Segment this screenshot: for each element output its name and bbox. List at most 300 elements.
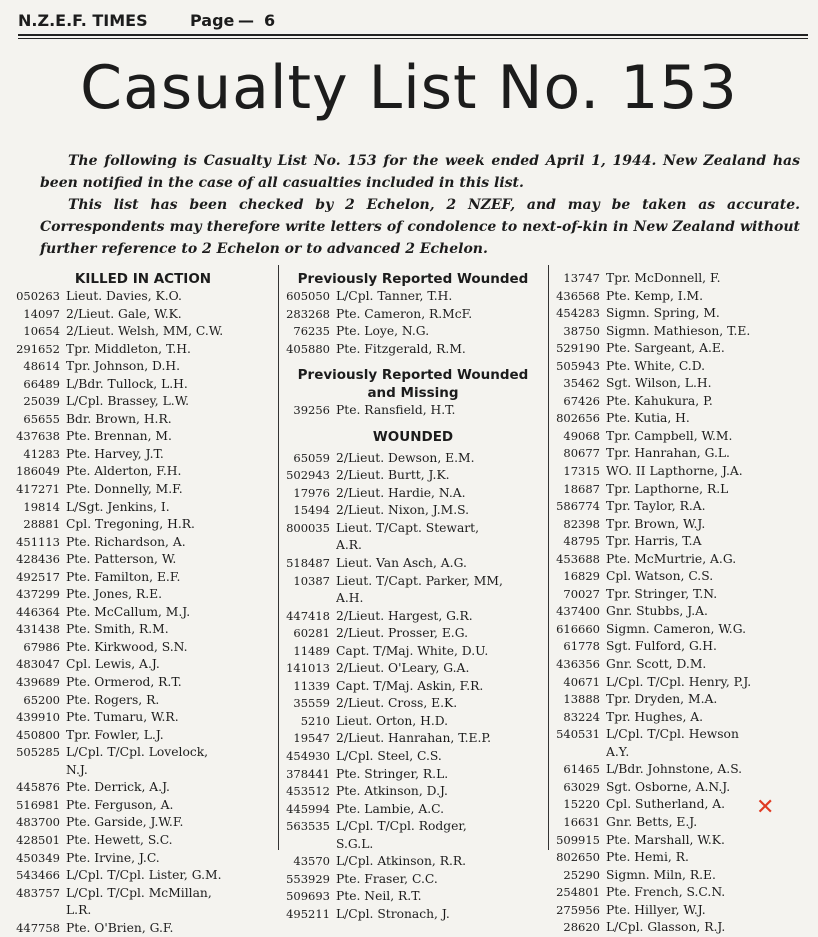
service-number: 16631: [563, 814, 600, 829]
header-rule-thin: [18, 38, 808, 39]
list-item: [552, 375, 814, 393]
rank-and-name: Pte. McMurtrie, A.G.: [606, 551, 737, 566]
list-item: [552, 393, 814, 411]
page-label: Page: [190, 11, 235, 30]
rank-and-name: Pte. Garside, J.W.F.: [66, 815, 184, 830]
service-number: 67426: [563, 393, 600, 408]
rank-and-name: Pte. Atkinson, D.J.: [336, 784, 448, 799]
rank-and-name: Lieut. Van Asch, A.G.: [336, 556, 467, 571]
rank-and-name: L/Cpl. T/Cpl. Lister, G.M.: [66, 868, 222, 883]
service-number: 15220: [563, 797, 600, 812]
casualty-list: [282, 402, 544, 420]
list-item: [12, 306, 274, 324]
service-number: 439689: [16, 675, 60, 690]
rank-and-name: L/Bdr. Johnstone, A.S.: [606, 762, 743, 777]
rank-and-name: Sgt. Fulford, G.H.: [606, 639, 717, 654]
list-item: [12, 920, 274, 937]
service-number: 431438: [16, 622, 60, 637]
service-number: 505285: [16, 745, 60, 760]
list-item: [282, 402, 544, 420]
rank-and-name: Tpr. Middleton, T.H.: [66, 341, 191, 356]
list-item: [12, 393, 274, 411]
service-number: 502943: [286, 468, 330, 483]
list-item: [552, 726, 814, 744]
list-item: [12, 499, 274, 517]
casualty-list: [552, 270, 814, 937]
rank-and-name: Tpr. Taylor, R.A.: [606, 499, 706, 514]
service-number: 25039: [23, 394, 60, 409]
rank-and-name: Cpl. Sutherland, A.: [606, 797, 726, 812]
service-number: 186049: [16, 464, 60, 479]
rank-and-name: Sgt. Osborne, A.N.J.: [606, 779, 731, 794]
page-title: Casualty List No. 153: [80, 53, 738, 123]
service-number: 518487: [286, 556, 330, 571]
intro-paragraph-2: This list has been checked by 2 Echelon, 2 NZEF, and may be taken as accurate. Correspondents may therefore write letters of condolence to next-of-kin in New Zealand without further reference to 2 Echelon or to advanced 2 Echelon.: [40, 197, 800, 257]
service-number: 447418: [286, 608, 330, 623]
page-dash: —: [238, 11, 254, 30]
rank-and-name: Pte. French, S.C.N.: [606, 885, 726, 900]
service-number: 437299: [16, 587, 60, 602]
rank-and-name: Pte. Kemp, I.M.: [606, 288, 704, 303]
list-item: [12, 850, 274, 868]
list-item: [282, 888, 544, 906]
service-number: 283268: [286, 306, 330, 321]
rank-and-name: Tpr. Harris, T.A: [606, 534, 702, 549]
service-number: 38750: [563, 323, 600, 338]
rank-and-name: Pte. Jones, R.E.: [66, 587, 163, 602]
list-item: [552, 849, 814, 867]
list-item: [12, 463, 274, 481]
list-item: [12, 797, 274, 815]
service-number: 447758: [16, 920, 60, 935]
service-number: 13888: [563, 692, 600, 707]
service-number: 800035: [286, 520, 330, 535]
service-number: 18687: [563, 481, 600, 496]
service-number: 437638: [16, 429, 60, 444]
rank-and-name: Sigmn. Spring, M.: [606, 306, 720, 321]
rank-and-name: Tpr. Lapthorne, R.L: [606, 481, 729, 496]
list-item: [282, 906, 544, 924]
list-item: [552, 709, 814, 727]
casualty-list: [12, 288, 274, 937]
service-number: 16829: [563, 569, 600, 584]
rank-and-name: Pte. O'Brien, G.F.: [66, 920, 174, 935]
list-item: [282, 748, 544, 766]
rank-and-name: Tpr. Fowler, L.J.: [66, 727, 164, 742]
list-item: [12, 428, 274, 446]
service-number: 291652: [16, 341, 60, 356]
rank-and-name: Pte. Alderton, F.H.: [66, 464, 182, 479]
service-number: 39256: [293, 403, 330, 418]
service-number: 49068: [563, 428, 600, 443]
service-number: 65059: [293, 450, 330, 465]
rank-and-name: Pte. Ransfield, H.T.: [336, 403, 456, 418]
list-item: [552, 551, 814, 569]
service-number: 446364: [16, 604, 60, 619]
list-item: [282, 288, 544, 306]
list-item: [282, 801, 544, 819]
rank-and-name: Pte. Ormerod, R.T.: [66, 675, 182, 690]
rank-and-name: Sigmn. Miln, R.E.: [606, 867, 716, 882]
rank-and-name: S.G.L.: [336, 836, 374, 851]
list-item: [12, 674, 274, 692]
list-item: [12, 411, 274, 429]
list-item: [552, 358, 814, 376]
list-item: [282, 537, 544, 555]
list-item: [282, 323, 544, 341]
rank-and-name: Pte. Irvine, J.C.: [66, 850, 160, 865]
rank-and-name: Pte. Familton, E.F.: [66, 569, 181, 584]
service-number: 802656: [556, 411, 600, 426]
service-number: 453688: [556, 551, 600, 566]
service-number: 48614: [23, 359, 60, 374]
page-header: [18, 6, 806, 34]
list-item: [552, 481, 814, 499]
service-number: 43570: [293, 854, 330, 869]
rank-and-name: Pte. Kirkwood, S.N.: [66, 639, 188, 654]
service-number: 428436: [16, 552, 60, 567]
rank-and-name: Pte. Kahukura, P.: [606, 393, 713, 408]
list-item: [552, 674, 814, 692]
service-number: 553929: [286, 871, 330, 886]
casualty-list: [282, 450, 544, 924]
service-number: 451113: [16, 534, 60, 549]
rank-and-name: 2/Lieut. Hargest, G.R.: [336, 608, 473, 623]
rank-and-name: Pte. Stringer, R.L.: [336, 766, 449, 781]
rank-and-name: Pte. Hillyer, W.J.: [606, 902, 706, 917]
list-item: [282, 625, 544, 643]
page-number: 6: [264, 11, 276, 30]
column-divider: [548, 265, 549, 850]
service-number: 450349: [16, 850, 60, 865]
list-item: [282, 306, 544, 324]
column-divider: [278, 265, 279, 850]
rank-and-name: 2/Lieut. Cross, E.K.: [336, 696, 458, 711]
list-item: [552, 884, 814, 902]
list-item: [552, 814, 814, 832]
list-item: [12, 744, 274, 762]
list-item: [12, 621, 274, 639]
service-number: 13747: [563, 271, 600, 285]
rank-and-name: Bdr. Brown, H.R.: [66, 411, 172, 426]
list-item: [12, 341, 274, 359]
rank-and-name: Lieut. T/Capt. Stewart,: [336, 520, 479, 535]
list-item: [282, 695, 544, 713]
list-item: [552, 516, 814, 534]
service-number: 17976: [293, 485, 330, 500]
list-item: [282, 853, 544, 871]
list-item: [282, 818, 544, 836]
service-number: 65655: [23, 411, 60, 426]
service-number: 436356: [556, 657, 600, 672]
rank-and-name: Sgt. Wilson, L.H.: [606, 376, 712, 391]
service-number: 417271: [16, 482, 60, 497]
rank-and-name: Pte. McCallum, M.J.: [66, 604, 191, 619]
list-item: [552, 867, 814, 885]
list-item: [552, 445, 814, 463]
service-number: 563535: [286, 819, 330, 834]
service-number: 11489: [293, 643, 330, 658]
list-item: [12, 586, 274, 604]
rank-and-name: Tpr. Brown, W.J.: [606, 516, 706, 531]
list-item: [282, 678, 544, 696]
column-killed: [12, 270, 274, 937]
list-item: [12, 516, 274, 534]
list-item: [282, 643, 544, 661]
list-item: [12, 639, 274, 657]
rank-and-name: Pte. Donnelly, M.F.: [66, 482, 183, 497]
rank-and-name: L/Cpl. T/Cpl. Henry, P.J.: [606, 674, 752, 689]
list-item: [282, 555, 544, 573]
service-number: 25290: [563, 867, 600, 882]
service-number: 17315: [563, 464, 600, 479]
service-number: 509693: [286, 889, 330, 904]
rank-and-name: Pte. Neil, R.T.: [336, 889, 422, 904]
rank-and-name: Tpr. Hughes, A.: [606, 709, 704, 724]
rank-and-name: 2/Lieut. Hardie, N.A.: [336, 485, 466, 500]
rank-and-name: Tpr. Johnson, D.H.: [66, 359, 181, 374]
list-item: [552, 340, 814, 358]
rank-and-name: L/Cpl. Stronach, J.: [336, 906, 450, 921]
service-number: 15494: [293, 503, 330, 518]
rank-and-name: Pte. Kutia, H.: [606, 411, 690, 426]
rank-and-name: Gnr. Scott, D.M.: [606, 657, 707, 672]
rank-and-name: Tpr. Hanrahan, G.L.: [606, 446, 730, 461]
rank-and-name: Pte. Marshall, W.K.: [606, 832, 725, 847]
rank-and-name: Gnr. Betts, E.J.: [606, 814, 698, 829]
list-item: [552, 498, 814, 516]
list-item: [282, 573, 544, 591]
service-number: [282, 836, 336, 854]
rank-and-name: L/Cpl. T/Cpl. Rodger,: [336, 819, 467, 834]
service-number: 83224: [563, 709, 600, 724]
service-number: 616660: [556, 621, 600, 636]
list-item: [12, 814, 274, 832]
list-item: [282, 502, 544, 520]
list-item: [282, 871, 544, 889]
list-item: [282, 730, 544, 748]
service-number: 76235: [293, 324, 330, 339]
list-item: [12, 323, 274, 341]
rank-and-name: 2/Lieut. Nixon, J.M.S.: [336, 503, 470, 518]
service-number: 80677: [563, 446, 600, 461]
rank-and-name: Lieut. T/Capt. Parker, MM,: [336, 573, 503, 588]
rank-and-name: Tpr. Dryden, M.A.: [606, 692, 718, 707]
service-number: 529190: [556, 341, 600, 356]
service-number: 60281: [293, 626, 330, 641]
service-number: 10654: [23, 324, 60, 339]
list-item: [12, 604, 274, 622]
list-item: [552, 533, 814, 551]
list-item: [12, 867, 274, 885]
service-number: 483047: [16, 657, 60, 672]
rank-and-name: Cpl. Watson, C.S.: [606, 569, 714, 584]
section-heading-line: and Missing: [367, 385, 459, 402]
service-number: [12, 762, 66, 780]
service-number: 28881: [23, 517, 60, 532]
rank-and-name: Pte. Patterson, W.: [66, 552, 177, 567]
list-item: [12, 534, 274, 552]
service-number: [552, 744, 606, 762]
rank-and-name: Sigmn. Cameron, W.G.: [606, 621, 747, 636]
service-number: 437400: [556, 604, 600, 619]
service-number: 050263: [16, 289, 60, 303]
rank-and-name: 2/Lieut. O'Leary, G.A.: [336, 661, 470, 676]
list-item: [552, 796, 814, 814]
service-number: 5210: [300, 713, 330, 728]
rank-and-name: L/Cpl. Glasson, R.J.: [606, 920, 726, 935]
service-number: 428501: [16, 832, 60, 847]
rank-and-name: Tpr. Campbell, W.M.: [606, 428, 733, 443]
list-item: [12, 551, 274, 569]
list-item: [12, 358, 274, 376]
rank-and-name: L/Cpl. T/Cpl. McMillan,: [66, 885, 212, 900]
service-number: 82398: [563, 516, 600, 531]
list-item: [282, 485, 544, 503]
list-item: [12, 656, 274, 674]
header-rule: [18, 34, 808, 36]
rank-and-name: 2/Lieut. Gale, W.K.: [66, 306, 182, 321]
list-item: [552, 270, 814, 288]
rank-and-name: Pte. Harvey, J.T.: [66, 446, 164, 461]
service-number: [12, 902, 66, 920]
service-number: 436568: [556, 288, 600, 303]
rank-and-name: Cpl. Lewis, A.J.: [66, 657, 160, 672]
rank-and-name: Sigmn. Mathieson, T.E.: [606, 323, 751, 338]
service-number: 19547: [293, 731, 330, 746]
rank-and-name: Capt. T/Maj. Askin, F.R.: [336, 678, 484, 693]
service-number: 40671: [563, 674, 600, 689]
list-item: [12, 692, 274, 710]
service-number: 48795: [563, 534, 600, 549]
service-number: 454283: [556, 306, 600, 321]
rank-and-name: Pte. Hemi, R.: [606, 850, 689, 865]
service-number: 66489: [23, 376, 60, 391]
service-number: 505943: [556, 358, 600, 373]
rank-and-name: Pte. Brennan, M.: [66, 429, 172, 444]
rank-and-name: Pte. Smith, R.M.: [66, 622, 169, 637]
list-item: [12, 569, 274, 587]
list-item: [12, 376, 274, 394]
list-item: [12, 832, 274, 850]
service-number: 61778: [563, 639, 600, 654]
rank-and-name: Pte. Fitzgerald, R.M.: [336, 341, 466, 356]
rank-and-name: Pte. Lambie, A.C.: [336, 801, 445, 816]
rank-and-name: L/Cpl. Tanner, T.H.: [336, 289, 453, 303]
rank-and-name: Pte. Derrick, A.J.: [66, 780, 170, 795]
rank-and-name: Cpl. Tregoning, H.R.: [66, 517, 195, 532]
newspaper-name: N.Z.E.F. TIMES: [18, 11, 148, 30]
section-heading-line: Previously Reported Wounded: [297, 367, 529, 384]
list-item: [552, 832, 814, 850]
rank-and-name: L/Cpl. Steel, C.S.: [336, 749, 442, 764]
list-item: [552, 410, 814, 428]
list-item: [552, 305, 814, 323]
service-number: 28620: [563, 920, 600, 935]
rank-and-name: Pte. Richardson, A.: [66, 534, 186, 549]
rank-and-name: Pte. Sargeant, A.E.: [606, 341, 725, 356]
rank-and-name: A.Y.: [606, 744, 630, 759]
section-heading-prev-wounded-missing: [282, 366, 544, 402]
list-item: [552, 288, 814, 306]
list-item: [552, 779, 814, 797]
service-number: 439910: [16, 710, 60, 725]
list-item: [552, 761, 814, 779]
rank-and-name: L/Cpl. Atkinson, R.R.: [336, 854, 467, 869]
rank-and-name: Pte. Ferguson, A.: [66, 797, 174, 812]
rank-and-name: 2/Lieut. Welsh, MM, C.W.: [66, 324, 224, 339]
rank-and-name: L/Sgt. Jenkins, I.: [66, 499, 170, 514]
section-heading-killed: KILLED IN ACTION: [74, 271, 212, 287]
service-number: 41283: [23, 446, 60, 461]
service-number: 543466: [16, 868, 60, 883]
list-item: [552, 603, 814, 621]
casualty-list: [282, 288, 544, 358]
service-number: 141013: [286, 661, 330, 676]
service-number: 495211: [286, 906, 330, 921]
rank-and-name: L/Bdr. Tullock, L.H.: [66, 376, 188, 391]
list-item: [12, 762, 274, 780]
red-x-mark: ✕: [756, 795, 775, 820]
service-number: 454930: [286, 749, 330, 764]
list-item: [282, 660, 544, 678]
list-item: [552, 656, 814, 674]
rank-and-name: A.R.: [336, 538, 362, 553]
list-item: [282, 467, 544, 485]
list-item: [552, 621, 814, 639]
rank-and-name: Pte. Tumaru, W.R.: [66, 710, 179, 725]
column-wounded-continued: [552, 270, 814, 937]
list-item: [552, 638, 814, 656]
rank-and-name: L/Cpl. T/Cpl. Hewson: [606, 727, 739, 742]
list-item: [552, 919, 814, 937]
service-number: 61465: [563, 762, 600, 777]
service-number: 540531: [556, 727, 600, 742]
service-number: 70027: [563, 586, 600, 601]
list-item: [282, 590, 544, 608]
rank-and-name: Lieut. Davies, K.O.: [66, 289, 182, 303]
service-number: 378441: [286, 766, 330, 781]
rank-and-name: 2/Lieut. Hanrahan, T.E.P.: [336, 731, 492, 746]
list-item: [282, 766, 544, 784]
list-item: [12, 779, 274, 797]
rank-and-name: Pte. Fraser, C.C.: [336, 871, 438, 886]
service-number: [282, 590, 336, 608]
rank-and-name: N.J.: [66, 762, 88, 777]
rank-and-name: Pte. Hewett, S.C.: [66, 832, 173, 847]
service-number: 14097: [23, 306, 60, 321]
column-wounded: [282, 270, 544, 924]
list-item: [12, 481, 274, 499]
rank-and-name: 2/Lieut. Burtt, J.K.: [336, 468, 450, 483]
list-item: [552, 586, 814, 604]
service-number: 11339: [293, 678, 330, 693]
list-item: [282, 608, 544, 626]
list-item: [552, 568, 814, 586]
service-number: 445876: [16, 780, 60, 795]
intro-paragraphs: [40, 150, 800, 260]
list-item: [12, 885, 274, 903]
list-item: [552, 323, 814, 341]
service-number: 509915: [556, 832, 600, 847]
service-number: 35559: [293, 696, 330, 711]
rank-and-name: Pte. Rogers, R.: [66, 692, 160, 707]
service-number: 63029: [563, 779, 600, 794]
rank-and-name: 2/Lieut. Dewson, E.M.: [336, 450, 475, 465]
list-item: [282, 783, 544, 801]
rank-and-name: Pte. White, C.D.: [606, 358, 706, 373]
service-number: 35462: [563, 376, 600, 391]
